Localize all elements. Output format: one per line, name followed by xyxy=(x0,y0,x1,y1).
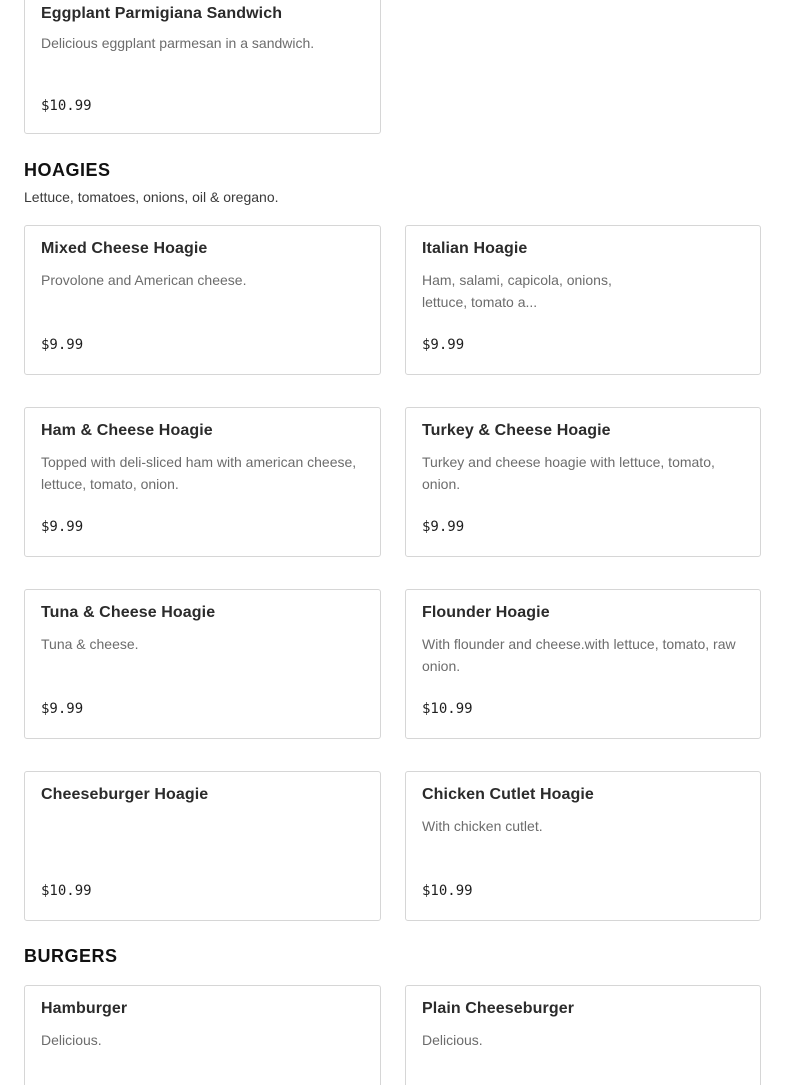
menu-item-description: Delicious. xyxy=(422,1032,483,1048)
section-title-burgers: BURGERS xyxy=(24,946,118,966)
menu-item-name: Cheeseburger Hoagie xyxy=(41,786,209,803)
menu-item-description: Provolone and American cheese. xyxy=(41,272,247,288)
menu-item-price: $9.99 xyxy=(41,701,84,717)
menu-item-name: Tuna & Cheese Hoagie xyxy=(41,604,216,621)
menu-item-card[interactable] xyxy=(24,0,381,134)
menu-item-name: Plain Cheeseburger xyxy=(422,1000,575,1017)
menu-item-card[interactable] xyxy=(405,225,761,375)
menu-item-card[interactable] xyxy=(24,985,381,1085)
menu-item-description: Turkey and cheese hoagie with lettuce, tomato, onion. xyxy=(422,454,715,492)
menu-item-price: $9.99 xyxy=(422,337,465,353)
section-description-hoagies: Lettuce, tomatoes, onions, oil & oregano. xyxy=(24,189,279,205)
menu-item-description: Ham, salami, capicola, onions, lettuce, tomato a... xyxy=(422,272,612,310)
menu-item-name: Italian Hoagie xyxy=(422,240,528,257)
menu-item-name: Mixed Cheese Hoagie xyxy=(41,240,208,257)
menu-item-description: Tuna & cheese. xyxy=(41,636,139,652)
menu-item-card[interactable] xyxy=(405,771,761,921)
menu-item-name: Ham & Cheese Hoagie xyxy=(41,422,213,439)
menu-item-card[interactable] xyxy=(24,225,381,375)
menu-item-card[interactable] xyxy=(405,407,761,557)
menu-item-card[interactable] xyxy=(405,589,761,739)
menu-item-price: $10.99 xyxy=(41,98,92,114)
menu-item-card[interactable] xyxy=(24,589,381,739)
menu-item-name: Turkey & Cheese Hoagie xyxy=(422,422,611,439)
menu-item-card[interactable] xyxy=(24,771,381,921)
menu-item-card[interactable] xyxy=(405,985,761,1085)
menu-item-description: Delicious. xyxy=(41,1032,102,1048)
menu-item-name: Eggplant Parmigiana Sandwich xyxy=(41,5,283,22)
menu-item-name: Hamburger xyxy=(41,1000,128,1017)
menu-item-price: $9.99 xyxy=(422,519,465,535)
menu-item-name: Chicken Cutlet Hoagie xyxy=(422,786,594,803)
menu-item-name: Flounder Hoagie xyxy=(422,604,550,621)
menu-item-description: With chicken cutlet. xyxy=(422,818,543,834)
menu-item-price: $10.99 xyxy=(422,701,473,717)
menu-item-price: $9.99 xyxy=(41,519,84,535)
section-title-hoagies: HOAGIES xyxy=(24,160,111,180)
menu-item-price: $9.99 xyxy=(41,337,84,353)
menu-item-price: $10.99 xyxy=(422,883,473,899)
menu-item-price: $10.99 xyxy=(41,883,92,899)
menu-item-card[interactable] xyxy=(24,407,381,557)
menu-item-description: With flounder and cheese.with lettuce, tomato, raw onion. xyxy=(422,636,736,674)
menu-item-description: Delicious eggplant parmesan in a sandwich. xyxy=(41,35,315,51)
menu-item-description: Topped with deli-sliced ham with american cheese, lettuce, tomato, onion. xyxy=(41,454,357,492)
